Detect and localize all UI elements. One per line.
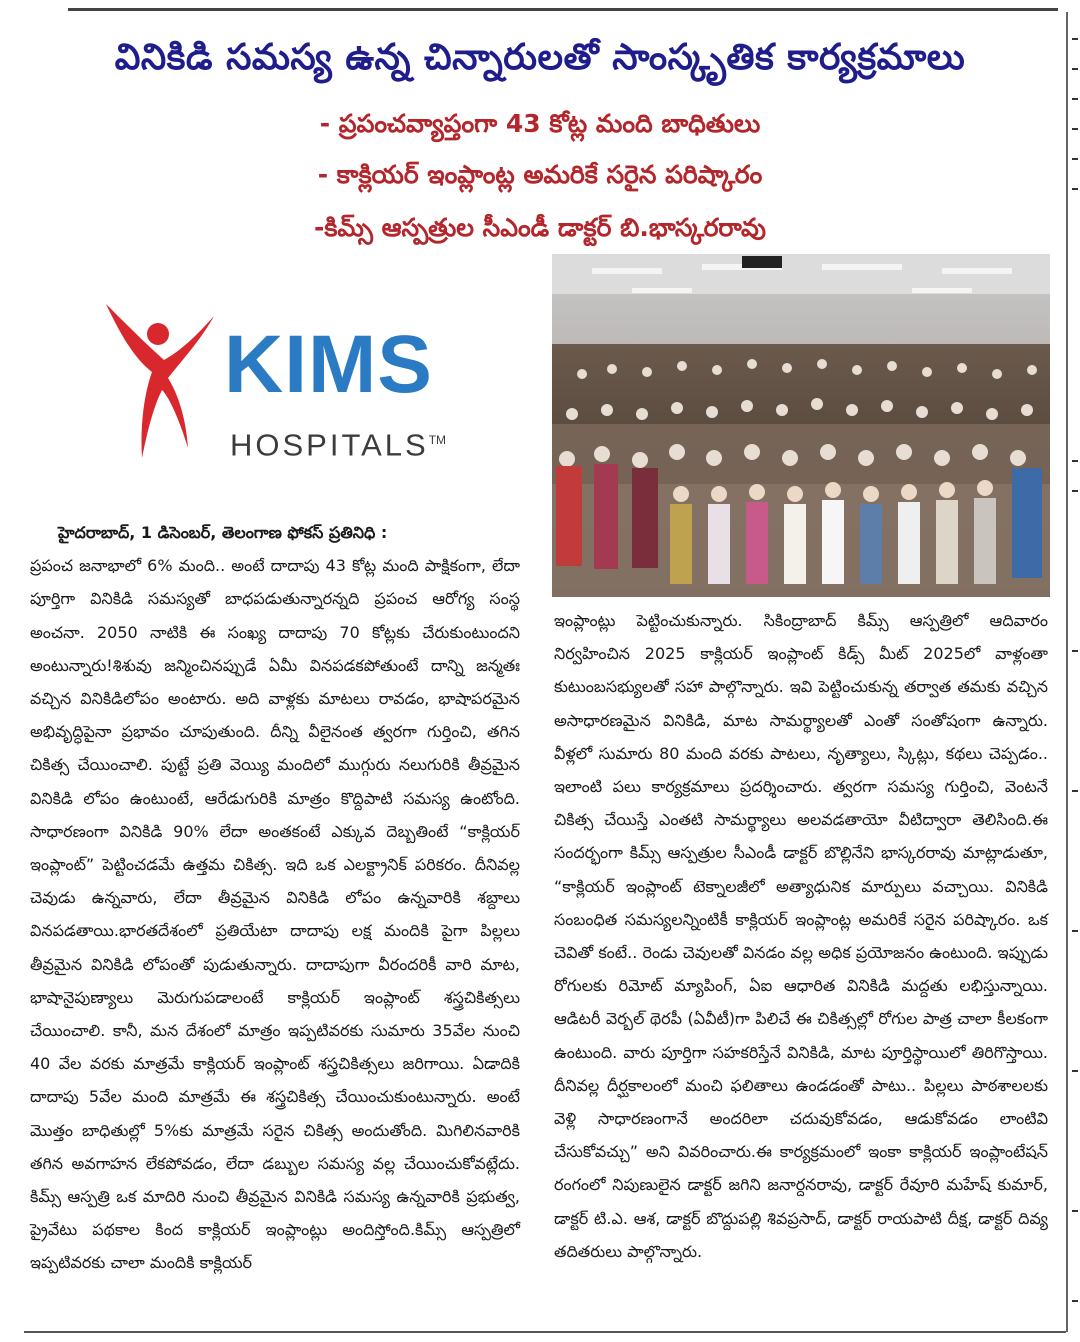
event-photo bbox=[552, 254, 1050, 597]
subhead-3: -కిమ్స్ ఆస్పత్రుల సీఎండీ డాక్టర్ బి.భాస్కరరావు bbox=[313, 213, 767, 242]
logo-subtitle: HOSPITALS™ bbox=[230, 427, 447, 463]
article-body-left bbox=[30, 516, 520, 1280]
logo-wordmark: KIMS bbox=[224, 319, 433, 410]
kims-figure-icon bbox=[92, 298, 222, 464]
subhead-2: - కాక్లియర్ ఇంప్లాంట్ల అమరికే సరైన పరిష్కారం bbox=[317, 160, 763, 189]
headline: వినికిడి సమస్య ఉన్న చిన్నారులతో సాంస్కృతిక కార్యక్రమాలు bbox=[114, 37, 966, 78]
kims-hospitals-logo bbox=[92, 298, 462, 464]
article-body-right bbox=[554, 604, 1048, 1268]
top-rule bbox=[68, 8, 1058, 11]
bottom-rule bbox=[24, 1331, 1066, 1333]
body-paragraph-right: ఇంప్లాంట్లు పెట్టించుకున్నారు. సికింద్రాబాద్ కిమ్స్ ఆస్పత్రిలో ఆదివారం నిర్వహించిన 2025 కాక్లియర్ ఇంప్లాంట్ కిడ్స్ మీట్ 2025లో వాళ్లంతా కుటుంబసభ్యులతో సహా పాల్గొన్నారు. ఇవి పెట్టించుకున్న తర్వాత తమకు వచ్చిన అసాధారణమైన వినికిడి, మాట సామర్థ్యాలతో ఎంతో సంతోషంగా ఉన్నారు. వీళ్లలో సుమారు 80 మంది వరకు పాటలు, నృత్యాలు, స్కిట్లు, కథలు చెప్పడం.. ఇలాంటి పలు కార్యక్రమాలు ప్రదర్శించారు. త్వరగా సమస్య గుర్తించి, వెంటనే చికిత్స చేయిస్తే ఎంతటి సామర్థ్యాలు అలవడతాయో వీటిద్వారా తెలిసింది.ఈ సందర్భంగా కిమ్స్ ఆస్పత్రుల సీఎండీ డాక్టర్ బొల్లినేని భాస్కరరావు మాట్లాడుతూ, “కాక్లియర్ ఇంప్లాంట్ టెక్నాలజీలో అత్యాధునిక మార్పులు వచ్చాయి. వినికిడి సంబంధిత సమస్యలన్నింటికీ కాక్లియర్ ఇంప్లాంట్ల అమరికే సరైన పరిష్కారం. ఒక చెవితో కంటే.. రెండు చెవులతో వినడం వల్ల అధిక ప్రయోజనం ఉంటుంది. ఇప్పుడు రోగులకు రిమోట్ మ్యాపింగ్, ఏఐ ఆధారిత వినికిడి మద్దతు లభిస్తున్నాయి. ఆడిటరీ వెర్బల్ థెరపీ (ఏవీటీ)గా పిలిచే ఈ చికిత్సల్లో రోగుల పాత్ర చాలా కీలకంగా ఉంటుంది. వారు పూర్తిగా సహకరిస్తేనే వినికిడి, మాట పూర్తిస్థాయిలో తిరిగొస్తాయి. దీనివల్ల దీర్ఘకాలంలో మంచి ఫలితాలు ఉండడంతో పాటు.. పిల్లలు పాఠశాలలకు వెళ్లి సాధారణంగానే అందరిలా చదువుకోవడం, ఆడుకోవడం లాంటివి చేసుకోవచ్చు” అని వివరించారు.ఈ కార్యక్రమంలో ఇంకా కాక్లియర్ ఇంప్లాంటేషన్ రంగంలో నిపుణులైన డాక్టర్ జగిని జనార్దనరావు, డాక్టర్ రేవూరి మహేష్ కుమార్, డాక్టర్ టి.ఎ. ఆశ, డాక్టర్ బొద్దుపల్లి శివప్రసాద్, డాక్టర్ రాయపాటి దీక్ష, డాక్టర్ దివ్య తదితరులు పాల్గొన్నారు. bbox=[554, 611, 1048, 1261]
dateline: హైదరాబాద్, 1 డిసెంబర్, తెలంగాణ ఫోకస్ ప్రతినిధి : bbox=[58, 523, 388, 542]
subhead-1: - ప్రపంచవ్యాప్తంగా 43 కోట్ల మంది బాధితులు bbox=[319, 109, 761, 138]
body-paragraph-left: ప్రపంచ జనాభాలో 6% మంది.. అంటే దాదాపు 43 కోట్ల మంది పాక్షికంగా, లేదా పూర్తిగా వినికిడి సమస్యతో బాధపడుతున్నారన్నది ప్రపంచ ఆరోగ్య సంస్థ అంచనా. 2050 నాటికి ఈ సంఖ్య దాదాపు 70 కోట్లకు చేరుకుంటుందని అంటున్నారు!శిశువు జన్మించినప్పుడే ఏమీ వినపడకపోతుంటే దాన్ని జన్మతః వచ్చిన వినికిడిలోపం అంటారు. అది వాళ్లకు మాటలు రావడం, భాషాపరమైన అభివృద్ధిపైనా ప్రభావం చూపుతుంది. దీన్ని వీలైనంత త్వరగా గుర్తించి, తగిన చికిత్స చేయించాలి. పుట్టే ప్రతి వెయ్యి మందిలో ముగ్గురు నలుగురికి తీవ్రమైన వినికిడి లోపం ఉంటుంటే, ఆరేడుగురికి మాత్రం కొద్దిపాటి సమస్య ఉంటోంది. సాధారణంగా వినికిడి 90% లేదా అంతకంటే ఎక్కువ దెబ్బతింటే “కాక్లియర్ ఇంప్లాంట్” పెట్టించడమే ఉత్తమ చికిత్స. ఇది ఒక ఎలక్ట్రానిక్ పరికరం. దీనివల్ల చెవుడు ఉన్నవారు, లేదా తీవ్రమైన వినికిడి లోపం ఉన్నవారికి శబ్దాలు వినపడతాయి.భారతదేశంలో ప్రతియేటా దాదాపు లక్ష మందికి పైగా పిల్లలు తీవ్రమైన వినికిడి లోపంతో పుడుతున్నారు. దాదాపుగా వీరందరికీ వారి మాట, భాషానైపుణ్యాలు మెరుగుపడాలంటే కాక్లియర్ ఇంప్లాంట్ శస్త్రచికిత్సలు చేయించాలి. కానీ, మన దేశంలో మాత్రం ఇప్పటివరకు సుమారు 35వేల నుంచి 40 వేల వరకు మాత్రమే కాక్లియర్ ఇంప్లాంట్ శస్త్రచికిత్సలు జరిగాయి. ఏడాదికి దాదాపు 5వేల మంది మాత్రమే ఈ శస్త్రచికిత్స చేయించుకుంటున్నారు. అంటే మొత్తం బాధితుల్లో 5%కు మాత్రమే సరైన చికిత్స అందుతోంది. మిగిలినవారికి తగిన అవగాహన లేకపోవడం, లేదా డబ్బుల సమస్య వల్ల చేయించుకోవట్లేదు. కిమ్స్ ఆస్పత్రి ఒక మాదిరి నుంచి తీవ్రమైన వినికిడి సమస్య ఉన్నవారికి ప్రభుత్వ, ప్రైవేటు పథకాల కింద కాక్లియర్ ఇంప్లాంట్లు అందిస్తోంది.కిమ్స్ ఆస్పత్రిలో ఇప్పటివరకు చాలా మందికి కాక్లియర్ bbox=[30, 556, 520, 1273]
